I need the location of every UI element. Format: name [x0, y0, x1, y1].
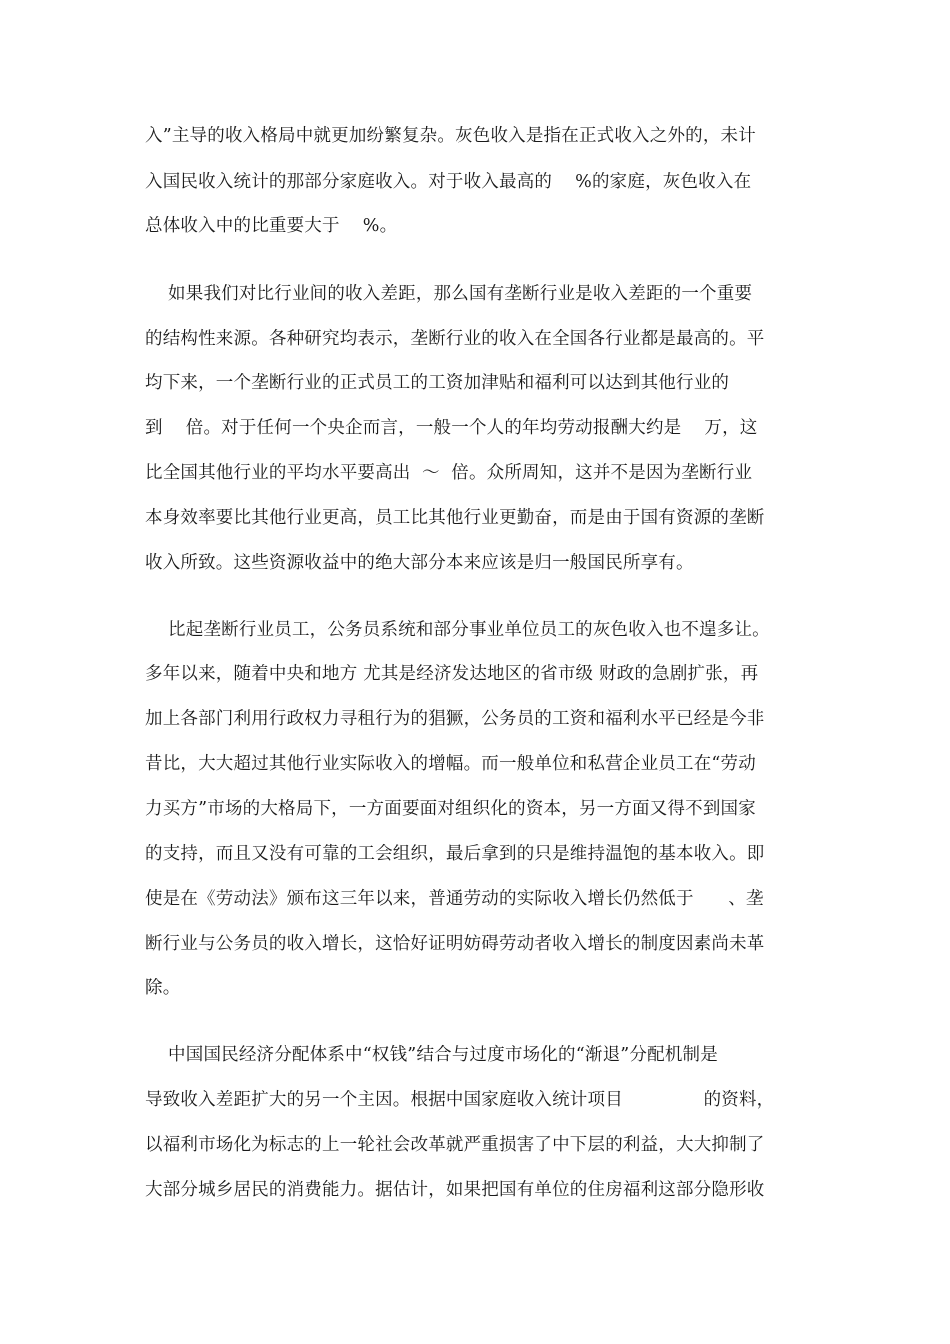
text-line: 如果我们对比行业间的收入差距，那么国有垄断行业是收入差距的一个重要 — [145, 284, 753, 304]
text-line: 到 倍。对于任何一个央企而言，一般一个人的年均劳动报酬大约是 万，这 — [145, 418, 758, 438]
text-line: 入”主导的收入格局中就更加纷繁复杂。灰色收入是指在正式收入之外的，未计 — [145, 126, 756, 146]
text-line: 比全国其他行业的平均水平要高出 ～ 倍。众所周知，这并不是因为垄断行业 — [145, 463, 753, 483]
text-line: 总体收入中的比重要大于 %。 — [145, 216, 398, 236]
text-line: 以福利市场化为标志的上一轮社会改革就严重损害了中下层的利益，大大抑制了 — [145, 1135, 765, 1155]
text-line: 比起垄断行业员工，公务员系统和部分事业单位员工的灰色收入也不遑多让。 — [145, 620, 770, 640]
text-line: 大部分城乡居民的消费能力。据估计，如果把国有单位的住房福利这部分隐形收 — [145, 1180, 765, 1200]
text-line: 的结构性来源。各种研究均表示，垄断行业的收入在全国各行业都是最高的。平 — [145, 329, 765, 349]
text-line: 除。 — [145, 978, 181, 998]
text-line: 收入所致。这些资源收益中的绝大部分本来应该是归一般国民所享有。 — [145, 553, 694, 573]
text-line: 昔比，大大超过其他行业实际收入的增幅。而一般单位和私营企业员工在“劳动 — [145, 754, 756, 774]
text-line: 均下来，一个垄断行业的正式员工的工资加津贴和福利可以达到其他行业的 — [145, 373, 730, 393]
text-line: 本身效率要比其他行业更高，员工比其他行业更勤奋，而是由于国有资源的垄断 — [145, 508, 765, 528]
text-line: 加上各部门利用行政权力寻租行为的猖獗，公务员的工资和福利水平已经是今非 — [145, 709, 765, 729]
text-line: 中国国民经济分配体系中“权钱”结合与过度市场化的“渐退”分配机制是 — [145, 1045, 718, 1065]
text-line: 入国民收入统计的那部分家庭收入。对于收入最高的 %的家庭，灰色收入在 — [145, 172, 752, 192]
text-line: 多年以来，随着中央和地方 尤其是经济发达地区的省市级 财政的急剧扩张，再 — [145, 664, 759, 684]
text-line: 力买方”市场的大格局下，一方面要面对组织化的资本，另一方面又得不到国家 — [145, 799, 756, 819]
text-line: 导致收入差距扩大的另一个主因。根据中国家庭收入统计项目 的资料， — [145, 1090, 775, 1110]
text-line: 使是在《劳动法》颁布这三年以来，普通劳动的实际收入增长仍然低于 、垄 — [145, 889, 764, 909]
text-line: 的支持，而且又没有可靠的工会组织，最后拿到的只是维持温饱的基本收入。即 — [145, 844, 765, 864]
text-line: 断行业与公务员的收入增长，这恰好证明妨碍劳动者收入增长的制度因素尚未革 — [145, 934, 765, 954]
